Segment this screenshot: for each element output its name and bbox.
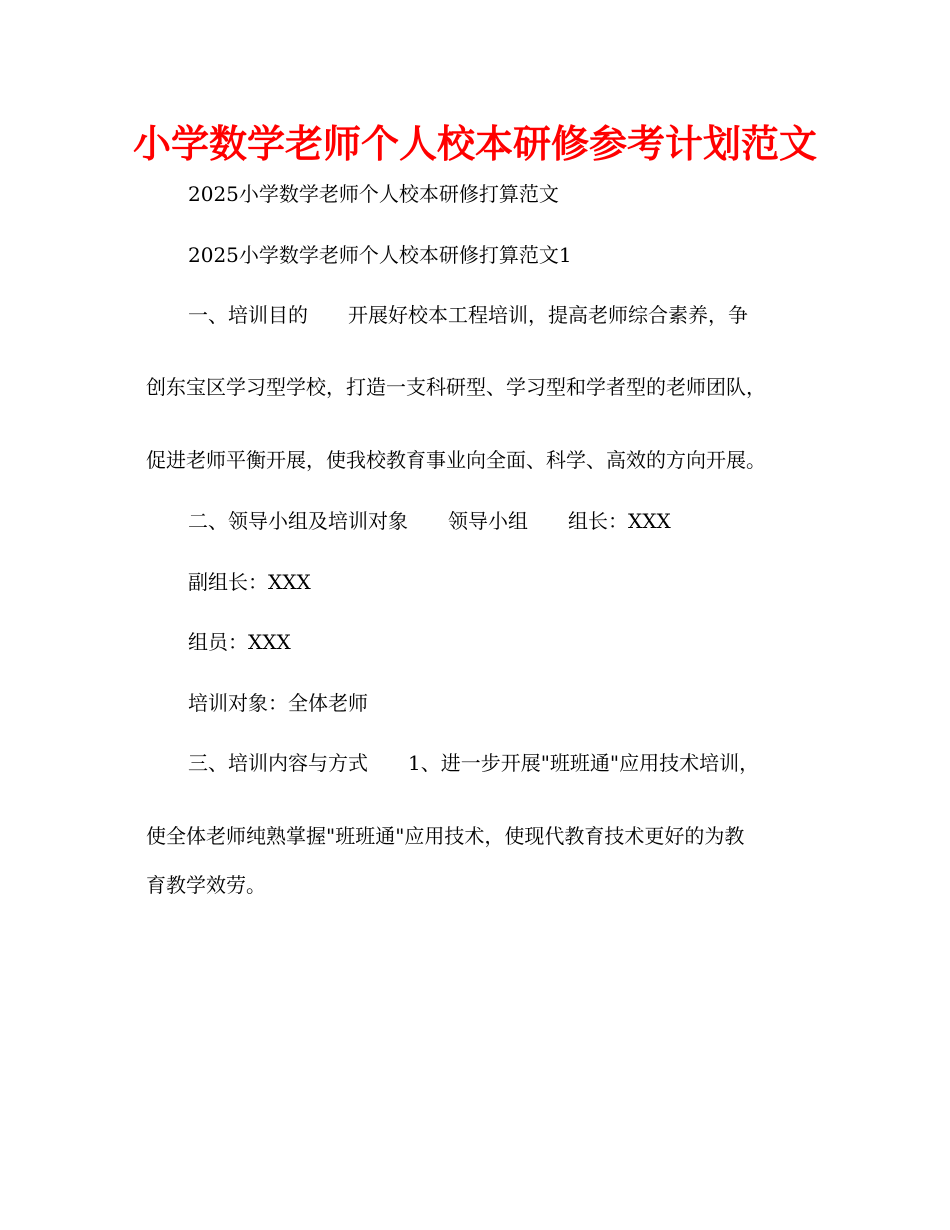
paragraph-line: 培训对象：全体老师: [188, 691, 368, 715]
subtitle-line-1: 2025小学数学老师个人校本研修打算范文1: [188, 243, 572, 267]
paragraph-line: 育教学效劳。: [146, 873, 266, 897]
paragraph-line: 一、培训目的 开展好校本工程培训，提高老师综合素养，争: [188, 303, 748, 327]
section-heading-line: 三、培训内容与方式 1、进一步开展"班班通"应用技术培训，: [188, 751, 760, 775]
section-heading-line: 二、领导小组及培训对象 领导小组 组长：XXX: [188, 509, 671, 533]
subtitle-line: 2025小学数学老师个人校本研修打算范文: [188, 182, 559, 206]
paragraph-line: 使全体老师纯熟掌握"班班通"应用技术，使现代教育技术更好的为教: [146, 824, 745, 848]
paragraph-line: 创东宝区学习型学校，打造一支科研型、学习型和学者型的老师团队，: [146, 375, 766, 399]
paragraph-line: 副组长：XXX: [188, 570, 311, 594]
document-title: 小学数学老师个人校本研修参考计划范文: [132, 122, 817, 166]
paragraph-line: 促进老师平衡开展，使我校教育事业向全面、科学、高效的方向开展。: [146, 448, 766, 472]
paragraph-line: 组员：XXX: [188, 630, 291, 654]
